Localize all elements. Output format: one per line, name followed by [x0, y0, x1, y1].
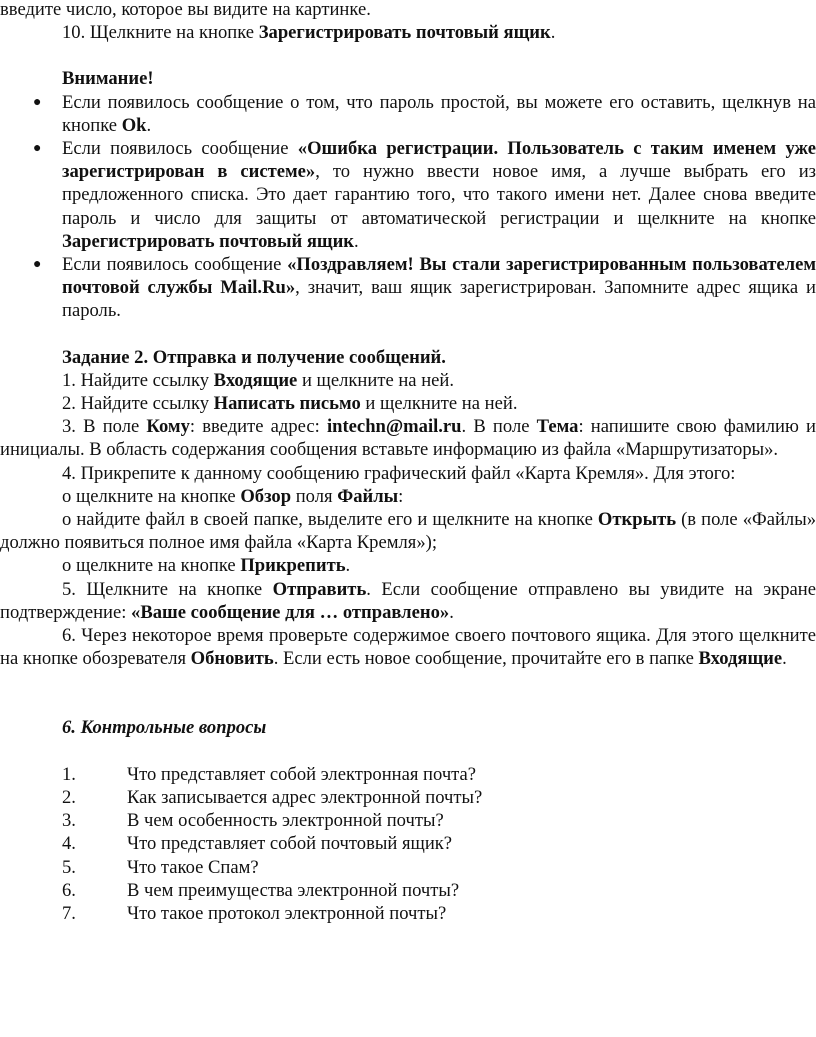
task2-step-4b: о найдите файл в своей папке, выделите его и щелкните на кнопке Открыть (в поле «Файлы» должно появиться полное имя файла «Карта Кремля»);: [0, 509, 816, 554]
task2-step-3: 3. В поле Кому: введите адрес: intechn@mail.ru. В поле Тема: напишите свою фамилию и инициалы. В область содержания сообщения вставьте информацию из файла «Маршрутизаторы».: [0, 416, 816, 461]
attention-heading: Внимание!: [62, 68, 154, 90]
bullet-item: ● Если появилось сообщение «Ошибка регистрации. Пользователь с таким именем уже зарегистрирован в системе», то нужно ввести новое имя, а лучше выбрать его из предложенного списка. Это дает гарантию того, что такого имени нет. Далее снова введите пароль и число для защиты от автоматической регистрации и щелкните на кнопке Зарегистрировать почтовый ящик.: [33, 138, 816, 252]
task2-step-4a: о щелкните на кнопке Обзор поля Файлы:: [62, 485, 404, 507]
task2-step-4: 4. Прикрепите к данному сообщению графический файл «Карта Кремля». Для этого:: [62, 462, 736, 484]
bullet-item: ● Если появилось сообщение о том, что пароль простой, вы можете его оставить, щелкнув на кнопке Ok.: [33, 91, 816, 136]
text-line: введите число, которое вы видите на картинке.: [0, 0, 371, 20]
question-item: 6. В чем преимущества электронной почты?: [62, 879, 460, 901]
task2-step-6: 6. Через некоторое время проверьте содержимое своего почтового ящика. Для этого щелкните на кнопке обозревателя Обновить. Если есть новое сообщение, прочитайте его в папке Входящие.: [0, 625, 816, 670]
bullet-icon: ●: [33, 141, 42, 157]
control-heading: 6. Контрольные вопросы: [62, 717, 267, 739]
task2-step-5: 5. Щелкните на кнопке Отправить. Если сообщение отправлено вы увидите на экране подтверждение: «Ваше сообщение для … отправлено».: [0, 578, 816, 623]
task2-step-1: 1. Найдите ссылку Входящие и щелкните на ней.: [62, 369, 455, 391]
bullet-icon: ●: [33, 94, 42, 110]
task2-step-4c: о щелкните на кнопке Прикрепить.: [62, 555, 351, 577]
question-item: 7. Что такое протокол электронной почты?: [62, 902, 447, 924]
question-item: 5. Что такое Спам?: [62, 856, 259, 878]
question-item: 3. В чем особенность электронной почты?: [62, 810, 444, 832]
question-item: 1. Что представляет собой электронная почта?: [62, 763, 477, 785]
bullet-icon: ●: [33, 257, 42, 273]
question-item: 4. Что представляет собой почтовый ящик?: [62, 833, 453, 855]
questions-list: [0, 763, 816, 925]
question-item: 2. Как записывается адрес электронной почты?: [62, 786, 483, 808]
task2-step-2: 2. Найдите ссылку Написать письмо и щелкните на ней.: [62, 393, 518, 415]
task2-heading: Задание 2. Отправка и получение сообщений.: [62, 346, 446, 368]
step-10: 10. Щелкните на кнопке Зарегистрировать почтовый ящик.: [62, 22, 556, 44]
bullet-item: ● Если появилось сообщение «Поздравляем! Вы стали зарегистрированным пользователем почтовой службы Mail.Ru», значит, ваш ящик зарегистрирован. Запомните адрес ящика и пароль.: [33, 254, 816, 322]
